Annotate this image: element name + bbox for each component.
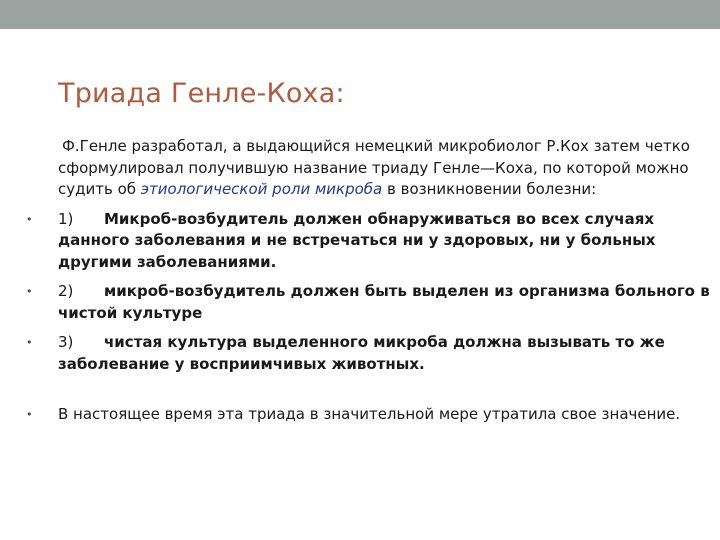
intro-text-end: в возникновении болезни: xyxy=(382,180,597,198)
item-text: чистая культура выделенного микроба должна вызывать то же заболевание у восприимчивых животных. xyxy=(58,333,665,373)
intro-text: Ф.Генле разработал, а выдающийся немецкий микробиолог Р.Кох затем четко сформулировал получившую название триаду Генле—Коха, по которой можно судить об xyxy=(58,137,690,198)
list-item-3 xyxy=(26,332,712,375)
final-note xyxy=(26,404,712,426)
list-item-1 xyxy=(26,209,712,274)
item-number: 1) xyxy=(58,209,74,228)
item-number: 3) xyxy=(58,333,74,351)
bullet-icon: • xyxy=(26,285,33,298)
bullet-icon: • xyxy=(26,408,33,421)
item-text: Микроб-возбудитель должен обнаруживаться во всех случаях данного заболевания и не встречаться ни у здоровых, ни у больных другими заболеваниями. xyxy=(58,209,656,271)
bullet-icon: • xyxy=(26,336,33,349)
bullet-icon: • xyxy=(26,212,33,226)
final-text: В настоящее время эта триада в значительной мере утратила свое значение. xyxy=(58,405,681,423)
slide-title: Триада Генле-Коха: xyxy=(58,78,345,109)
slide-content xyxy=(26,136,712,434)
intro-paragraph xyxy=(26,136,712,201)
item-number: 2) xyxy=(58,282,74,300)
item-text: микроб-возбудитель должен быть выделен из организма больного в чистой культуре xyxy=(58,282,710,322)
top-bar xyxy=(0,0,720,29)
intro-emphasis: этиологической роли микроба xyxy=(140,180,383,198)
list-item-2 xyxy=(26,281,712,324)
spacer xyxy=(26,383,712,404)
